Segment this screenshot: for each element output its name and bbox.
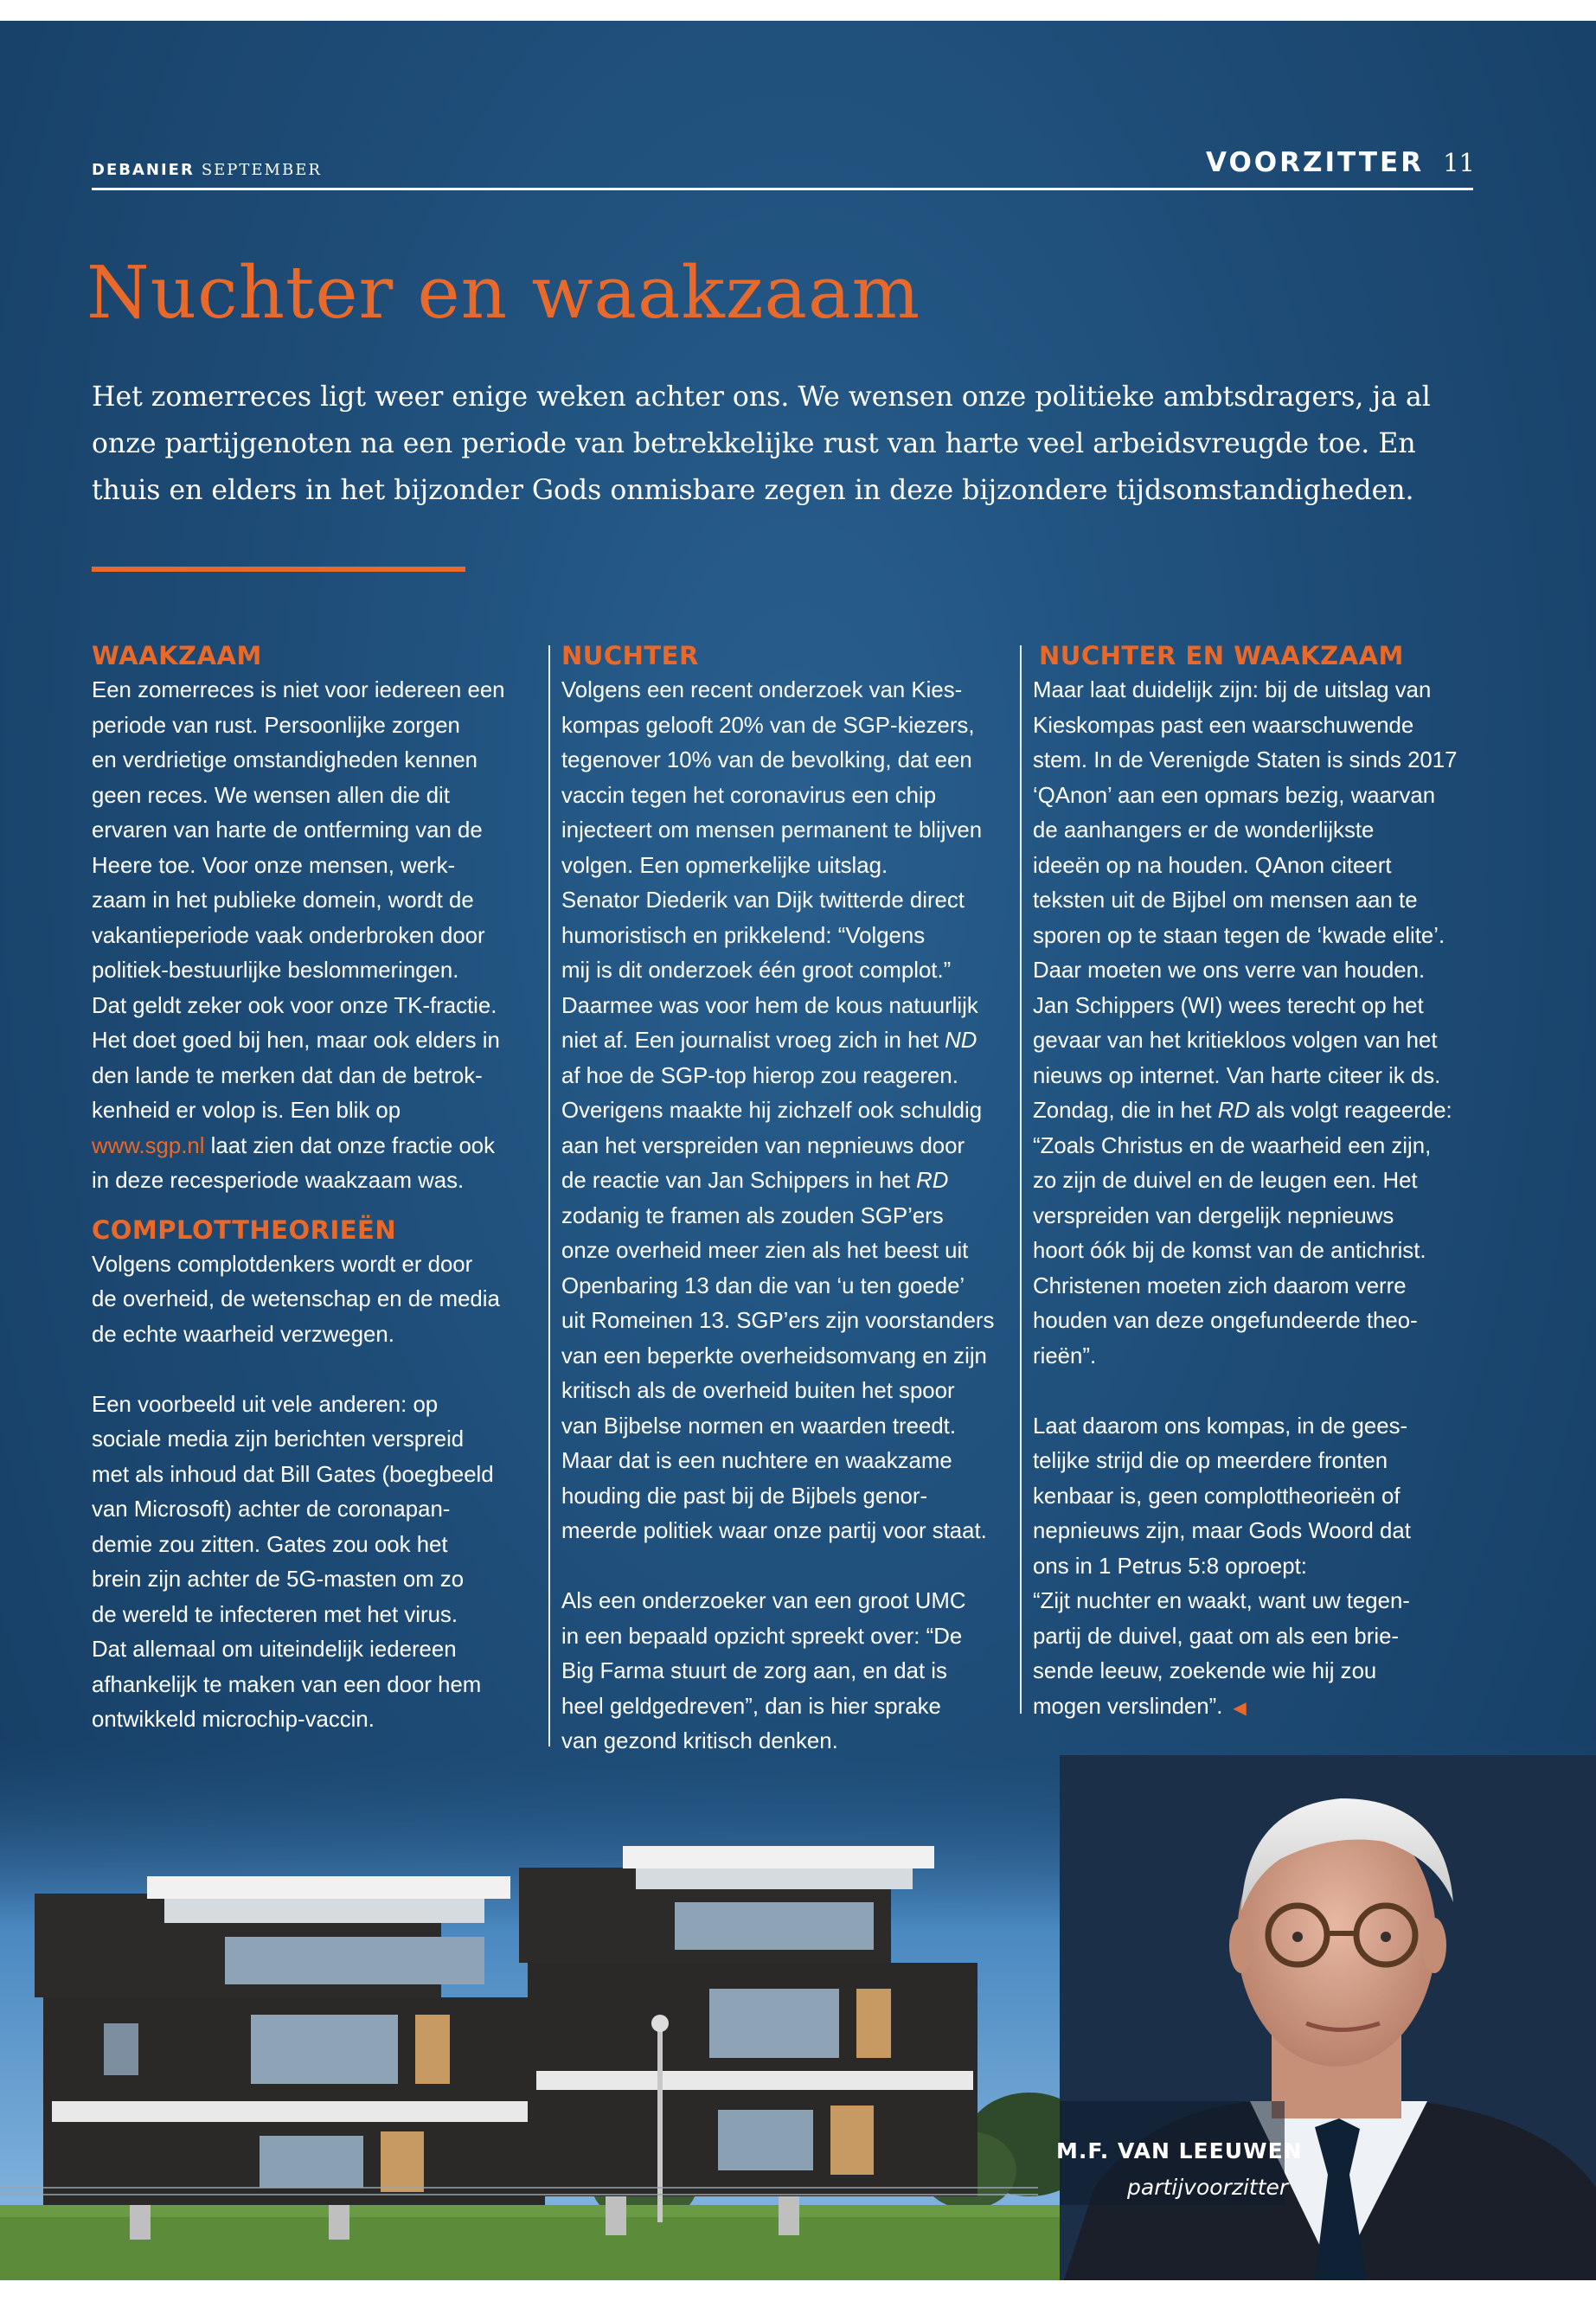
text-line: telijke strijd die op meerdere fronten xyxy=(1033,1449,1388,1473)
text-line: www.sgp.nl laat zien dat onze fractie ook xyxy=(92,1133,496,1158)
text-line: nepnieuws zijn, maar Gods Woord dat xyxy=(1033,1519,1411,1543)
text-line: sociale media zijn berichten verspreid xyxy=(92,1427,465,1452)
text-line: kritisch als de overheid buiten het spoor xyxy=(561,1379,955,1403)
sgp-link[interactable]: www.sgp.nl xyxy=(92,1133,205,1158)
paragraph-nuchter xyxy=(561,673,1011,1023)
text-line: zo zijn de duivel en de leugen een. Het xyxy=(1033,1169,1418,1193)
intro-accent-rule xyxy=(92,567,465,572)
heading-complottheorieen: COMPLOTTHEORIEËN xyxy=(92,1215,397,1245)
heading-nuchter: NUCHTER xyxy=(561,641,699,670)
text-line: injecteert om mensen permanent te blijven xyxy=(561,818,983,843)
text-line: uit Romeinen 13. SGP’ers zijn voorstanders xyxy=(561,1309,995,1333)
header-rule xyxy=(92,188,1473,190)
heading-waakzaam: WAAKZAAM xyxy=(92,641,262,670)
text-line: afhankelijk te maken van een door hem xyxy=(92,1672,482,1697)
text-line: Volgens een recent onderzoek van Kies- xyxy=(561,678,963,702)
text-line: Als een onderzoeker van een groot UMC xyxy=(561,1589,966,1613)
running-header-right xyxy=(1206,147,1475,178)
column-divider xyxy=(548,645,550,1747)
paragraph-umc xyxy=(561,1584,1011,1759)
magazine-page xyxy=(0,21,1596,2280)
text-line: periode van rust. Persoonlijke zorgen xyxy=(92,713,460,738)
text-line: brein zijn achter de 5G-masten om zo xyxy=(92,1567,465,1592)
text-line: Openbaring 13 dan die van ‘u ten goede’ xyxy=(561,1273,965,1298)
text-line: Een voorbeeld uit vele anderen: op xyxy=(92,1392,439,1417)
heading-nuchter-en-waakzaam: NUCHTER EN WAAKZAAM xyxy=(1039,641,1404,670)
text-line: onze overheid meer zien als het beest uit xyxy=(561,1239,969,1263)
photo-strip xyxy=(0,1738,1596,2280)
text-line: vaccin tegen het coronavirus een chip xyxy=(561,783,937,808)
text-line: sende leeuw, zoekende wie hij zou xyxy=(1033,1659,1377,1683)
text-line: den lande te merken dat dan de betrok- xyxy=(92,1063,483,1088)
text-line: van een beperkte overheidsomvang en zijn xyxy=(561,1343,987,1368)
text-line: demie zou zitten. Gates zou ook het xyxy=(92,1532,448,1557)
text-line: Kieskompas past een waarschuwende xyxy=(1033,713,1414,738)
text-line: Heere toe. Voor onze mensen, werk- xyxy=(92,853,456,878)
text-line: ons in 1 Petrus 5:8 oproept: xyxy=(1033,1554,1307,1579)
text-line: Maar dat is een nuchtere en waakzame xyxy=(561,1449,952,1473)
text-line: Maar laat duidelijk zijn: bij de uitslag van xyxy=(1033,678,1432,702)
text-line: ervaren van harte de ontferming van de xyxy=(92,818,483,843)
text-line: Overigens maakte hij zichzelf ook schuldig xyxy=(561,1099,983,1123)
text-line: de echte waarheid verzwegen. xyxy=(92,1322,394,1347)
text-line: zodanig te framen als zouden SGP’ers xyxy=(561,1203,944,1228)
text-line: kompas gelooft 20% van de SGP-kiezers, xyxy=(561,713,975,738)
paragraph-kieskompas xyxy=(1033,673,1491,1093)
text-line: “Zijt nuchter en waakt, want uw tegen- xyxy=(1033,1589,1410,1613)
text-line: in een bepaald opzicht spreekt over: “De xyxy=(561,1624,963,1649)
text-line: vakantieperiode vaak onderbroken door xyxy=(92,923,485,948)
text-line: Big Farma stuurt de zorg aan, en dat is xyxy=(561,1659,947,1683)
paragraph-waakzaam xyxy=(92,673,542,1129)
text-line: Christenen moeten zich daarom verre xyxy=(1033,1273,1407,1298)
text-line: volgen. Een opmerkelijke uitslag. xyxy=(561,853,888,878)
text-line: Jan Schippers (WI) wees terecht op het xyxy=(1033,993,1424,1018)
text-line: houden van deze ongefundeerde theo- xyxy=(1033,1309,1418,1333)
caption-role: partijvoorzitter xyxy=(1127,2175,1289,2200)
text-line: af hoe de SGP-top hierop zou reageren. xyxy=(561,1063,958,1088)
text-line: de wereld te infecteren met het virus. xyxy=(92,1602,458,1627)
text-line: Senator Diederik van Dijk twitterde direct xyxy=(561,888,965,913)
lamp-post xyxy=(657,2023,663,2222)
paragraph-complot-example xyxy=(92,1388,542,1738)
text-line: ‘QAnon’ aan een opmars bezig, waarvan xyxy=(1033,783,1436,808)
text-line: houding die past bij de Bijbels genor- xyxy=(561,1484,928,1509)
column-2 xyxy=(561,638,1011,1759)
text-line: met als inhoud dat Bill Gates (boegbeeld xyxy=(92,1462,494,1487)
text-line: stem. In de Verenigde Staten is sinds 2017 xyxy=(1033,748,1458,772)
magazine-brand: DEBANIER xyxy=(92,161,195,179)
text-line: Het doet goed bij hen, maar ook elders in xyxy=(92,1029,500,1053)
text-line: nieuws op internet. Van harte citeer ik ds. xyxy=(1033,1063,1441,1088)
text-line: de overheid, de wetenschap en de media xyxy=(92,1287,500,1311)
text-line: humoristisch en prikkelend: “Volgens xyxy=(561,923,926,948)
text-line: verspreiden van dergelijk nepnieuws xyxy=(1033,1203,1394,1228)
text-line: ideeën op na houden. QAnon citeert xyxy=(1033,853,1392,878)
issue-month: SEPTEMBER xyxy=(201,161,322,179)
text-line: mij is dit onderzoek één groot complot.” xyxy=(561,958,952,983)
text-line: meerde politiek waar onze partij voor staat. xyxy=(561,1519,987,1543)
text-line: kenbaar is, geen complottheorieën of xyxy=(1033,1484,1401,1509)
portrait-photo xyxy=(1060,1755,1596,2280)
text-line: aan het verspreiden van nepnieuws door xyxy=(561,1133,965,1158)
text-line: Daarmee was voor hem de kous natuurlijk xyxy=(561,993,978,1018)
text-line: van Bijbelse normen en waarden treedt. xyxy=(561,1413,957,1439)
text-line: hoort óók bij de komst van de antichrist. xyxy=(1033,1239,1426,1263)
text-line: kenheid er volop is. Een blik op xyxy=(92,1099,401,1123)
text-line: gevaar van het kritiekloos volgen van het xyxy=(1033,1029,1438,1053)
column-3 xyxy=(1033,638,1491,1726)
text-line: Laat daarom ons kompas, in de gees- xyxy=(1033,1413,1408,1439)
text-line: Dat allemaal om uiteindelijk iedereen xyxy=(92,1638,457,1662)
text-line: Volgens complotdenkers wordt er door xyxy=(92,1252,473,1277)
text-line: partij de duivel, gaat om als een brie- xyxy=(1033,1624,1400,1649)
text-line: politiek-bestuurlijke beslommeringen. xyxy=(92,958,459,983)
end-of-article-icon: ◀ xyxy=(1233,1698,1247,1718)
text-line: Daar moeten we ons verre van houden. xyxy=(1033,958,1426,983)
text-line: teksten uit de Bijbel om mensen aan te xyxy=(1033,888,1418,913)
text-line: de aanhangers er de wonderlijkste xyxy=(1033,818,1375,843)
quote-zondag xyxy=(1033,1129,1491,1375)
text-line: “Zoals Christus en de waarheid een zijn, xyxy=(1033,1133,1432,1158)
text-line: Zondag, die in het RD als volgt reageerde: xyxy=(1033,1099,1452,1123)
text-line: mogen verslinden”. ◀ xyxy=(1033,1694,1247,1719)
caption-name: M.F. VAN LEEUWEN xyxy=(1056,2138,1303,2163)
text-line: en verdrietige omstandigheden kennen xyxy=(92,748,478,772)
text-line: Dat geldt zeker ook voor onze TK-fractie. xyxy=(92,993,497,1018)
text-line: rieën”. xyxy=(1033,1343,1097,1368)
column-1 xyxy=(92,638,542,1738)
section-label: VOORZITTER xyxy=(1206,147,1425,178)
column-divider xyxy=(1020,645,1022,1714)
text-line: tegenover 10% van de bevolking, dat een xyxy=(561,748,972,772)
article-intro: Het zomerreces ligt weer enige weken achter ons. We wensen onze politieke ambtsdragers, ja al onze partijgenoten na een periode van betrekkelijke rust van harte veel arbeidsvreugde toe. En thuis en elders in het bijzonder Gods onmisbare zegen in deze bijzondere tijdsomstandigheden. xyxy=(92,381,1431,506)
text-line: Een zomerreces is niet voor iedereen een xyxy=(92,678,505,702)
text-line: in deze recesperiode waakzaam was. xyxy=(92,1169,465,1193)
text-line: sporen op te staan tegen de ‘kwade elite’. xyxy=(1033,923,1445,948)
running-header-left xyxy=(92,161,322,179)
paragraph-complot-intro xyxy=(92,1247,542,1353)
text-line: niet af. Een journalist vroeg zich in het ND xyxy=(561,1029,977,1053)
text-line: van Microsoft) achter de coronapan- xyxy=(92,1497,451,1522)
text-line: de reactie van Jan Schippers in het RD xyxy=(561,1169,949,1193)
paragraph-nuchter-cont xyxy=(561,1199,1011,1549)
text-line: geen reces. We wensen allen die dit xyxy=(92,783,450,808)
text-line: zaam in het publieke domein, wordt de xyxy=(92,888,474,913)
text-line: heel geldgedreven”, dan is hier sprake xyxy=(561,1694,941,1719)
text-line: ontwikkeld microchip-vaccin. xyxy=(92,1708,375,1732)
page-number: 11 xyxy=(1443,148,1475,177)
paragraph-kompas xyxy=(1033,1409,1491,1689)
article-title: Nuchter en waakzaam xyxy=(87,251,921,335)
